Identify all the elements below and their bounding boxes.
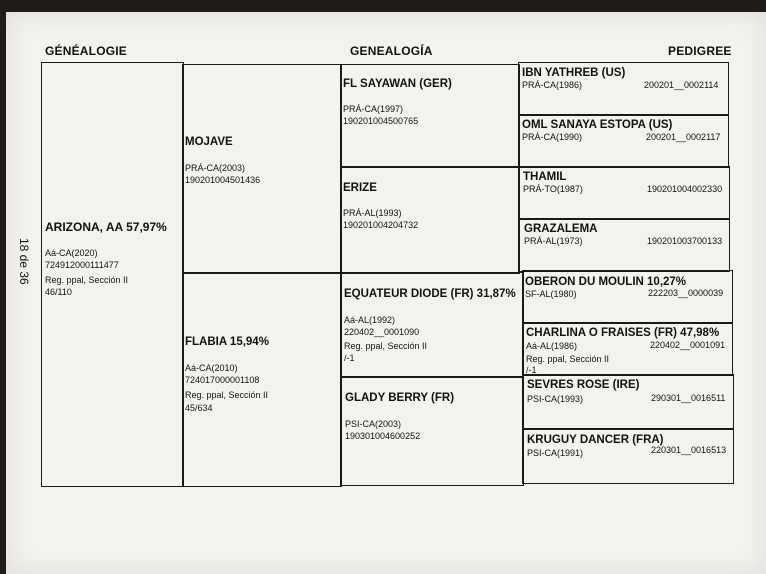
g3-1-id: 200201__0002114 <box>644 80 719 90</box>
dam-sire-registry: Reg. ppal, Sección II <box>344 341 428 351</box>
g3-3-name: THAMIL <box>523 171 567 183</box>
horse-ref: 46/110 <box>45 287 72 297</box>
header-french: GÉNÉALOGIE <box>45 44 128 58</box>
header-english: PEDIGREE <box>668 44 732 58</box>
g3-3-id: 190201004002330 <box>647 184 723 194</box>
horse-name: ARIZONA, AA 57,97% <box>45 220 167 234</box>
g3-6-ref: /-1 <box>526 365 537 375</box>
g3-4-name: GRAZALEMA <box>524 223 598 235</box>
g3-2-breed: PRÁ-CA(1990) <box>522 132 583 142</box>
g3-8-name: KRUGUY DANCER (FRA) <box>527 434 664 446</box>
g3-4-breed: PRÁ-AL(1973) <box>524 236 583 246</box>
dam-dam-name: GLADY BERRY (FR) <box>345 392 455 404</box>
g3-6-breed: Aá-AL(1986) <box>526 341 578 351</box>
dam-sire-name: EQUATEUR DIODE (FR) 31,87% <box>344 288 516 300</box>
sire-breed: PRÁ-CA(2003) <box>185 163 246 173</box>
g3-7-breed: PSI-CA(1993) <box>527 394 584 404</box>
g3-6-name: CHARLINA O FRAISES (FR) 47,98% <box>526 327 720 339</box>
dam-name: FLABIA 15,94% <box>185 336 269 348</box>
dam-sire-id: 220402__0001090 <box>344 327 420 337</box>
sire-dam-id: 190201004204732 <box>343 220 419 230</box>
g3-1-name: IBN YATHREB (US) <box>522 67 626 79</box>
g3-5-name: OBERON DU MOULIN 10,27% <box>525 276 687 288</box>
g3-5-breed: SF-AL(1980) <box>525 289 577 299</box>
g3-2-name: OML SANAYA ESTOPA (US) <box>522 119 673 131</box>
dam-breed: Aá-CA(2010) <box>185 363 238 373</box>
dam-dam-id: 190301004600252 <box>345 431 421 441</box>
dam-ref: 45/634 <box>185 403 213 413</box>
horse-id: 724912000111477 <box>45 260 119 270</box>
dam-sire-ref: /-1 <box>344 353 355 363</box>
g3-4-id: 190201003700133 <box>647 236 723 246</box>
sire-sire-id: 190201004500765 <box>343 116 419 126</box>
g3-5-id: 222203__0000039 <box>648 288 724 298</box>
dam-dam-breed: PSI-CA(2003) <box>345 419 402 429</box>
sire-dam-breed: PRÁ-AL(1993) <box>343 208 402 218</box>
g3-6-registry: Reg. ppal, Sección II <box>526 354 610 364</box>
horse-breed: Aá-CA(2020) <box>45 248 98 258</box>
sire-sire-breed: PRÁ-CA(1997) <box>343 104 404 114</box>
sire-sire-name: FL SAYAWAN (GER) <box>343 78 452 90</box>
page-marker: 18 de 36 <box>17 238 31 285</box>
g3-7-id: 290301__0016511 <box>651 393 726 403</box>
sire-name: MOJAVE <box>185 136 233 148</box>
g3-1-breed: PRÁ-CA(1986) <box>522 80 583 90</box>
horse-registry: Reg. ppal, Sección II <box>45 275 129 285</box>
g3-8-id: 220301__0016513 <box>651 445 727 455</box>
sire-id: 190201004501436 <box>185 175 261 185</box>
g3-6-id: 220402__0001091 <box>650 340 726 350</box>
dam-sire-breed: Aá-AL(1992) <box>344 315 396 325</box>
g3-3-breed: PRÁ-TO(1987) <box>523 184 583 194</box>
dam-id: 724017000001108 <box>185 375 260 385</box>
g3-2-id: 200201__0002117 <box>646 132 721 142</box>
g3-8-breed: PSI-CA(1991) <box>527 448 584 458</box>
header-spanish: GENEALOGÍA <box>350 44 433 58</box>
g3-7-name: SEVRES ROSE (IRE) <box>527 379 640 391</box>
dam-registry: Reg. ppal, Sección II <box>185 390 269 400</box>
sire-dam-name: ERIZE <box>343 182 377 194</box>
